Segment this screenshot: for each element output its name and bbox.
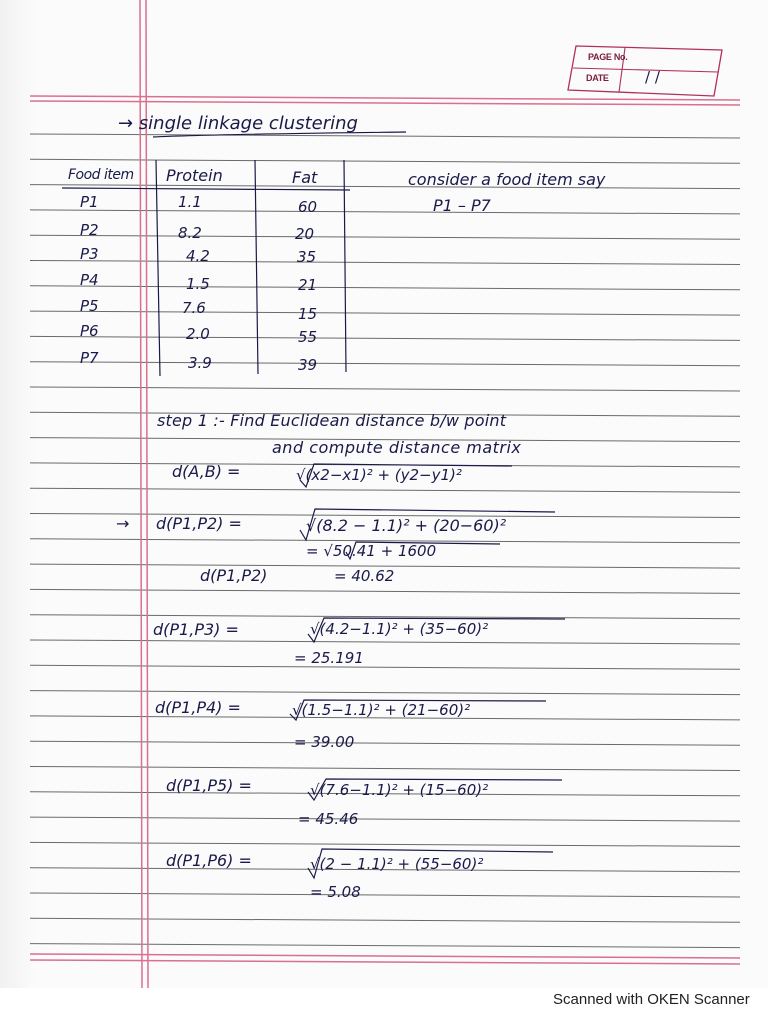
calc-lhs: d(P1,P2) = bbox=[156, 514, 242, 533]
table-cell-protein: 3.9 bbox=[188, 354, 212, 372]
calc-lhs: d(P1,P4) = bbox=[155, 698, 241, 717]
rule-line bbox=[30, 261, 740, 265]
table-cell-item: P3 bbox=[80, 245, 99, 263]
rule-line bbox=[30, 842, 740, 846]
table-cell-fat: 39 bbox=[298, 356, 318, 374]
table-cell-protein: 4.2 bbox=[186, 247, 210, 265]
table-column-rule-2 bbox=[255, 160, 258, 374]
step1-title-line-1: step 1 :- Find Euclidean distance b/w point bbox=[157, 411, 507, 430]
rule-line bbox=[30, 741, 740, 745]
date-label: DATE bbox=[586, 73, 609, 83]
bottom-margin-line bbox=[30, 954, 740, 958]
side-note-line-1: consider a food item say bbox=[408, 170, 606, 189]
rule-line bbox=[30, 665, 740, 669]
table-cell-item: P5 bbox=[80, 297, 99, 315]
table-header-fat: Fat bbox=[292, 168, 318, 187]
table-cell-item: P6 bbox=[80, 322, 99, 340]
rule-line bbox=[30, 691, 740, 695]
rule-line bbox=[30, 488, 740, 492]
page-heading: → single linkage clustering bbox=[118, 113, 358, 134]
rule-line bbox=[30, 336, 740, 340]
table-cell-fat: 55 bbox=[298, 328, 318, 346]
rule-line bbox=[30, 362, 740, 366]
rule-line bbox=[30, 640, 740, 644]
bottom-margin-line-2 bbox=[30, 960, 740, 964]
rule-line bbox=[30, 767, 740, 771]
formula-lhs: d(A,B) = bbox=[172, 462, 241, 481]
step1-title-line-2: and compute distance matrix bbox=[272, 438, 522, 457]
scanner-watermark-text: Scanned with OKEN Scanner bbox=[553, 991, 750, 1008]
table-cell-fat: 60 bbox=[298, 198, 318, 216]
table-column-rule-1 bbox=[156, 160, 160, 376]
table-cell-protein: 8.2 bbox=[178, 224, 202, 242]
calc-result: = 40.62 bbox=[334, 567, 395, 585]
table-header-rule bbox=[62, 188, 350, 190]
calc-result: = 25.191 bbox=[294, 649, 364, 667]
rule-line bbox=[30, 944, 740, 948]
rule-line bbox=[30, 235, 740, 239]
calc-expression: √(2 − 1.1)² + (55−60)² bbox=[310, 855, 484, 873]
calc-intermediate-step: = √50.41 + 1600 bbox=[306, 542, 437, 560]
calc-expression: √(7.6−1.1)² + (15−60)² bbox=[310, 781, 489, 799]
rule-lines bbox=[30, 134, 740, 948]
left-margin-line-2 bbox=[146, 0, 148, 988]
table-cell-item: P2 bbox=[80, 221, 99, 239]
table-cell-protein: 1.1 bbox=[178, 193, 202, 211]
calc-result: = 5.08 bbox=[310, 883, 361, 901]
calc-expression: √(8.2 − 1.1)² + (20−60)² bbox=[306, 516, 507, 535]
table-cell-fat: 20 bbox=[295, 225, 315, 243]
calc-result: = 45.46 bbox=[298, 810, 359, 828]
table-cell-item: P7 bbox=[80, 349, 99, 367]
rule-line bbox=[30, 159, 740, 163]
table-cell-protein: 7.6 bbox=[182, 299, 206, 317]
table-cell-item: P1 bbox=[80, 193, 99, 211]
table-cell-fat: 35 bbox=[297, 248, 317, 266]
rule-line bbox=[30, 918, 740, 922]
rule-line bbox=[30, 893, 740, 897]
calc-arrow: → bbox=[116, 514, 130, 533]
table-cell-fat: 15 bbox=[298, 305, 318, 323]
calc-expression: √(4.2−1.1)² + (35−60)² bbox=[310, 620, 489, 638]
table-cell-protein: 1.5 bbox=[186, 275, 210, 293]
calc-expression: √(1.5−1.1)² + (21−60)² bbox=[292, 701, 471, 719]
rule-line bbox=[30, 286, 740, 290]
rule-line bbox=[30, 817, 740, 821]
left-margin-line bbox=[140, 0, 142, 988]
calc-result-label: d(P1,P2) bbox=[200, 566, 268, 585]
top-margin-line-2 bbox=[30, 101, 740, 105]
table-cell-protein: 2.0 bbox=[186, 325, 210, 343]
table-column-rule-3 bbox=[344, 160, 346, 372]
calc-lhs: d(P1,P5) = bbox=[166, 776, 252, 795]
rule-line bbox=[30, 589, 740, 593]
table-cell-item: P4 bbox=[80, 271, 99, 289]
rule-line bbox=[30, 210, 740, 214]
side-note-line-2: P1 – P7 bbox=[433, 196, 491, 215]
calc-result: = 39.00 bbox=[294, 733, 355, 751]
formula-rhs: √(x2−x1)² + (y2−y1)² bbox=[296, 466, 462, 484]
rule-line bbox=[30, 311, 740, 315]
top-margin-line bbox=[30, 96, 740, 100]
calc-lhs: d(P1,P6) = bbox=[166, 851, 252, 870]
calc-lhs: d(P1,P3) = bbox=[153, 620, 239, 639]
table-header-food-item: Food item bbox=[68, 167, 134, 183]
date-value: / / bbox=[645, 68, 660, 86]
rule-line bbox=[30, 387, 740, 391]
table-header-protein: Protein bbox=[166, 166, 223, 185]
table-cell-fat: 21 bbox=[298, 276, 318, 294]
rule-line bbox=[30, 134, 740, 138]
page-no-label: PAGE No. bbox=[588, 52, 628, 62]
